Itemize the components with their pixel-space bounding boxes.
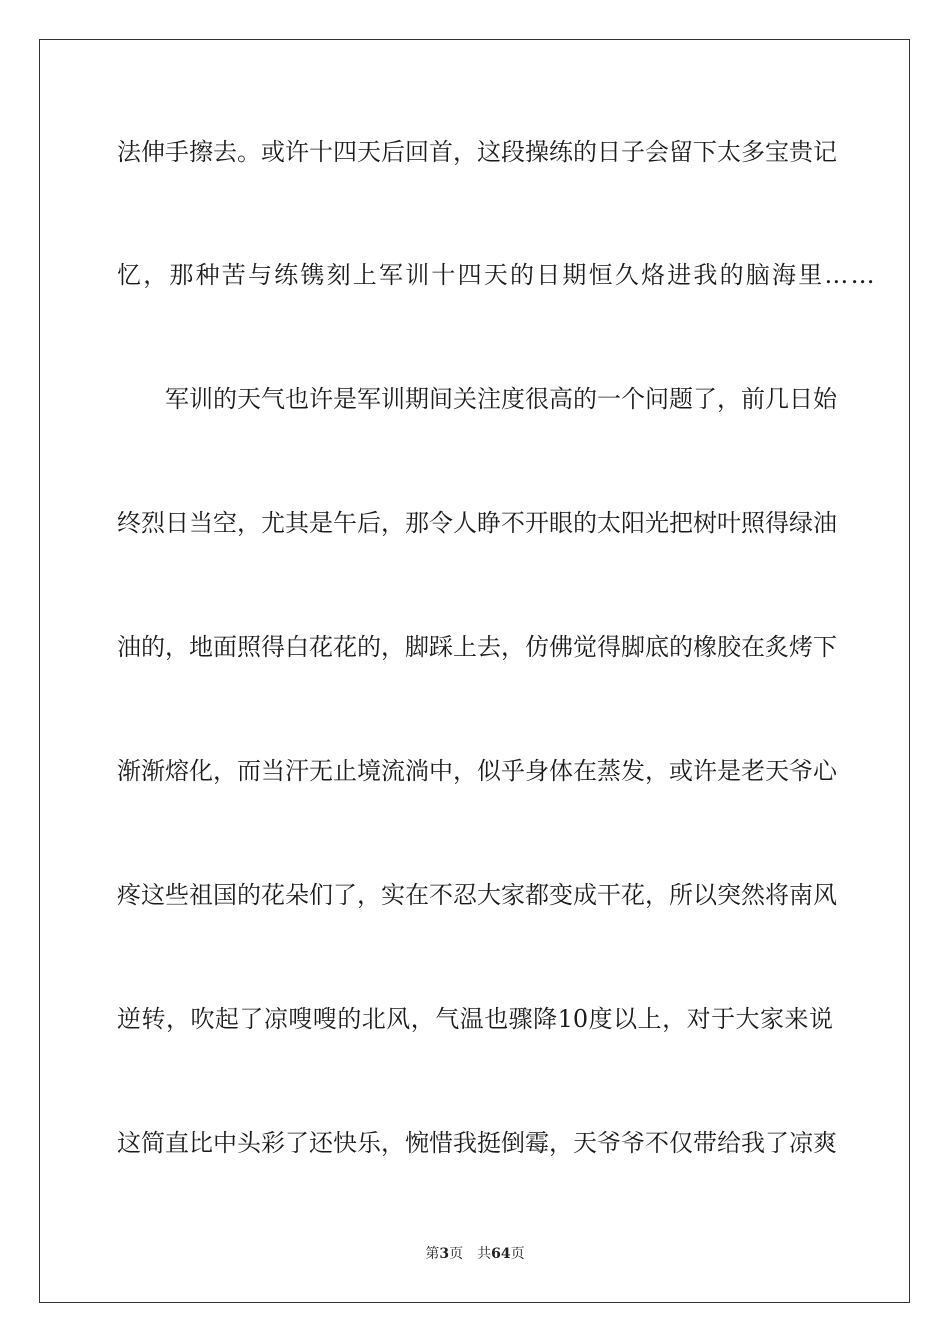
total-pages: 64 <box>491 1246 511 1262</box>
text-line-2: 忆，那种苦与练镌刻上军训十四天的日期恒久烙进我的脑海里…… <box>117 261 877 289</box>
text-line-5: 油的，地面照得白花花的，脚踩上去，仿佛觉得脚底的橡胶在炙烤下 <box>117 633 837 661</box>
total-prefix: 共 <box>477 1246 492 1262</box>
text-line-6: 渐渐熔化，而当汗无止境流淌中，似乎身体在蒸发，或许是老天爷心 <box>117 757 837 785</box>
page-prefix: 第 <box>425 1246 440 1262</box>
page-border <box>39 39 910 1303</box>
text-line-9: 这简直比中头彩了还快乐，惋惜我挺倒霉，天爷爷不仅带给我了凉爽 <box>117 1129 837 1157</box>
text-line-4: 终烈日当空，尤其是午后，那令人睁不开眼的太阳光把树叶照得绿油 <box>117 509 837 537</box>
text-line-3: 军训的天气也许是军训期间关注度很高的一个问题了，前几日始 <box>165 385 837 413</box>
text-line-7: 疼这些祖国的花朵们了，实在不忍大家都变成干花，所以突然将南风 <box>117 881 837 909</box>
text-line-1: 法伸手擦去。或许十四天后回首，这段操练的日子会留下太多宝贵记 <box>117 138 837 166</box>
text-line-8: 逆转，吹起了凉嗖嗖的北风，气温也骤降10度以上，对于大家来说 <box>117 1005 833 1033</box>
page-footer <box>0 1244 950 1264</box>
page-number: 3 <box>439 1246 450 1262</box>
total-suffix: 页 <box>510 1246 525 1262</box>
page-suffix: 页 <box>449 1246 464 1262</box>
